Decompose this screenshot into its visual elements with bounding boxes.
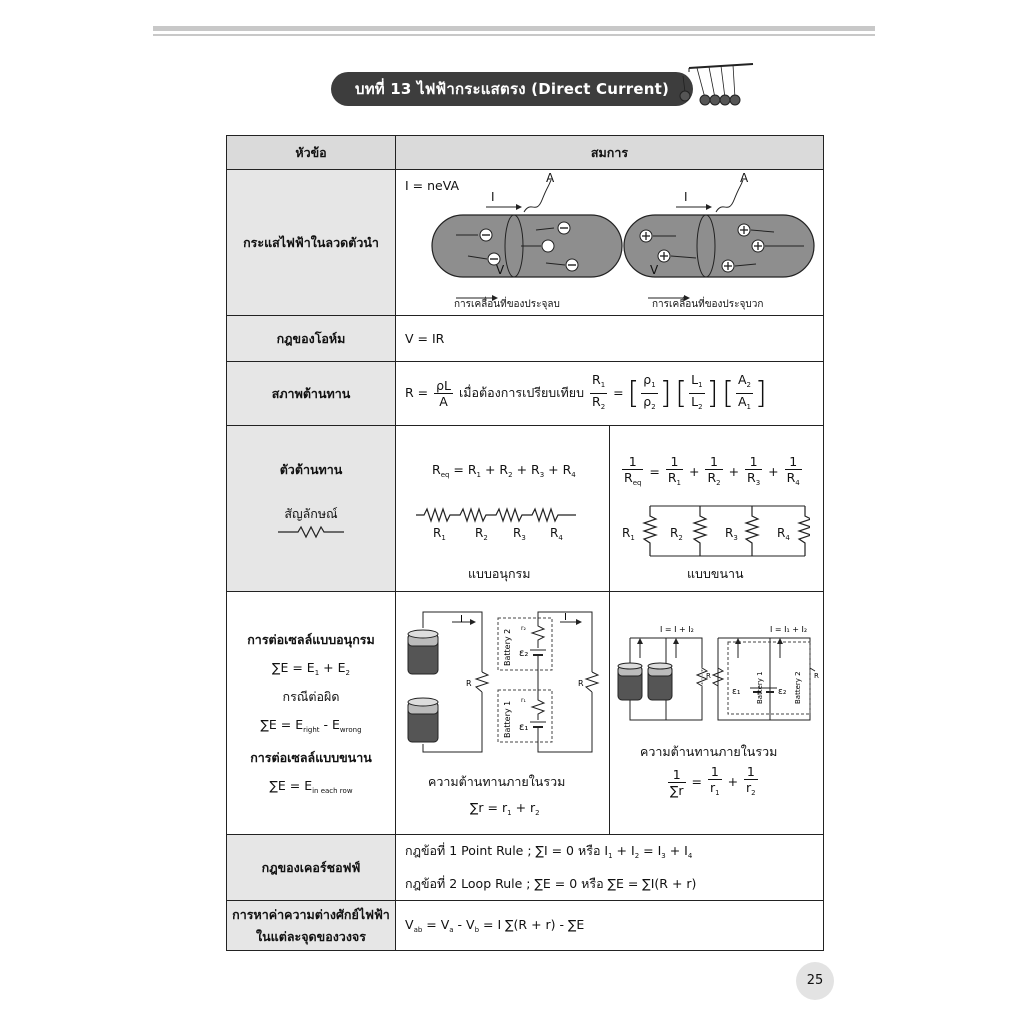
series-cells-cell: [396, 592, 610, 835]
cells-reverse-title: กรณีต่อผิด: [282, 689, 340, 704]
svg-text:r₂: r₂: [521, 625, 526, 632]
caption-positive: การเคลื่อนที่ของประจุบวก: [652, 299, 764, 310]
svg-text:r₁: r₁: [521, 697, 526, 704]
chapter-title: บทที่ 13 ไฟฟ้ากระแสตรง (Direct Current): [331, 72, 693, 106]
top-rule-thin: [153, 34, 875, 36]
top-rule: [153, 26, 875, 31]
topic-potential: [227, 901, 396, 951]
topic-resistors: [227, 426, 396, 592]
svg-text:ε₂: ε₂: [778, 687, 787, 697]
cells-parallel-title: การต่อเซลล์แบบขนาน: [250, 750, 372, 765]
topic-cells: [227, 592, 396, 835]
internal-parallel-formula: $\frac{1}{\sum r}$ = $\frac{1}{r_1}$ + $\frac{1}{r_2}$: [670, 764, 756, 798]
parallel-label-r4: $R_4$: [777, 526, 790, 542]
resistor-symbol-icon: [276, 524, 346, 540]
svg-text:R: R: [706, 672, 711, 680]
current-diagram-cell: [396, 170, 824, 316]
svg-text:ε₂: ε₂: [519, 648, 529, 659]
parallel-cells-cell: [610, 592, 824, 835]
symbol-label: สัญลักษณ์: [284, 506, 338, 521]
svg-text:ε₁: ε₁: [519, 722, 529, 733]
internal-series-formula: $\sum r = r_1 + r_2$: [470, 800, 540, 817]
parallel-caption: แบบขนาน: [687, 566, 744, 581]
topic-ohm: กฎของโอห์ม: [227, 316, 396, 362]
cells-reverse-sum: $\sum E = E_{right} - E_{wrong}$: [260, 717, 362, 734]
current-diagram: [396, 170, 823, 315]
parallel-label-r2: $R_2$: [670, 526, 683, 542]
series-resistors-cell: [396, 426, 610, 592]
series-resistors-diagram: [416, 504, 586, 526]
header-topic: หัวข้อ: [227, 136, 396, 170]
svg-text:I: I: [460, 614, 463, 625]
current-formula: I = neVA: [405, 178, 460, 193]
header-equation: สมการ: [396, 136, 824, 170]
internal-parallel-caption: ความต้านทานภายในรวม: [640, 744, 778, 759]
series-caption: แบบอนุกรม: [468, 566, 531, 581]
parallel-label-r1: $R_1$: [622, 526, 635, 542]
svg-text:Battery 2: Battery 2: [503, 628, 512, 666]
compare-text: เมื่อต้องการเปรียบเทียบ: [459, 385, 585, 400]
resistivity-prefix: R =: [405, 385, 429, 400]
kirchhoff-rule-1: กฎข้อที่ 1 Point Rule ; ∑I = 0 หรือ $I_1 + I_2 = I_3 + I_4$: [405, 843, 693, 860]
series-label-r4: $R_4$: [550, 526, 563, 542]
formula-table: [226, 135, 824, 951]
parallel-label-r3: $R_3$: [725, 526, 738, 542]
potential-topic-line2: ในแต่ละจุดของวงจร: [256, 928, 366, 944]
svg-text:Battery 2: Battery 2: [794, 671, 802, 704]
resistivity-fraction: $\frac{\rho L}{A}$: [436, 378, 452, 409]
svg-text:ε₁: ε₁: [732, 687, 741, 697]
ohm-cell: [396, 316, 824, 362]
series-label-r3: $R_3$: [513, 526, 526, 542]
topic-current: กระแสไฟฟ้าในลวดตัวนำ: [227, 170, 396, 316]
svg-text:I: I: [564, 612, 567, 623]
label-v-right: V: [650, 263, 659, 277]
cells-series-title: การต่อเซลล์แบบอนุกรม: [247, 632, 375, 647]
resistivity-cell: R = $\frac{\rho L}{A}$ เมื่อต้องการเปรียบเทียบ $\frac{R_1}{R_2}$ = [ $\frac{\rho_1}{\rho_2}$ ] [ $\frac{L_1}{L_2}$ ] [ $\frac{A_2}{A_1}$ ]: [396, 362, 824, 426]
label-a-right: A: [740, 171, 749, 185]
cells-series-sum: $\sum E = E_1 + E_2$: [272, 660, 350, 677]
series-label-r1: $R_1$: [433, 526, 446, 542]
ratio-area: $\frac{A_2}{A_1}$: [737, 372, 752, 411]
parallel-resistors-cell: [610, 426, 824, 592]
svg-text:Battery 1: Battery 1: [756, 671, 764, 704]
topic-kirchhoff: กฎของเคอร์ชอฟฟ์: [227, 835, 396, 901]
ratio-length: $\frac{L_1}{L_2}$: [691, 372, 703, 411]
label-i-left: I: [491, 190, 495, 204]
ohm-formula: V = IR: [405, 331, 445, 346]
series-formula: $R_{eq} = R_1 + R_2 + R_3 + R_4$: [432, 462, 576, 479]
caption-negative: การเคลื่อนที่ของประจุลบ: [454, 299, 560, 310]
potential-topic-line1: การหาค่าความต่างศักย์ไฟฟ้า: [232, 906, 390, 922]
topic-resistivity: สภาพต้านทาน: [227, 362, 396, 426]
series-label-r2: $R_2$: [475, 526, 488, 542]
svg-text:I = I + I₂: I = I + I₂: [660, 625, 694, 634]
svg-text:Battery 1: Battery 1: [503, 700, 512, 738]
parallel-cells-diagram: [610, 592, 824, 732]
ratio-r: $\frac{R_1}{R_2}$: [592, 372, 606, 411]
newtons-cradle-icon: [675, 62, 755, 112]
ratio-rho: $\frac{\rho_1}{\rho_2}$: [643, 372, 656, 411]
kirchhoff-rule-2: กฎข้อที่ 2 Loop Rule ; ∑E = 0 หรือ ∑E = ∑I(R + r): [405, 876, 697, 891]
label-i-right: I: [684, 190, 688, 204]
potential-cell: [396, 901, 824, 951]
svg-text:R: R: [578, 679, 584, 688]
cells-parallel-sum: $\sum E = E_{in each row}$: [269, 778, 353, 795]
svg-text:I = I₁ + I₂: I = I₁ + I₂: [770, 625, 808, 634]
potential-formula: $V_{ab} = V_a - V_b = I$ ∑(R + r) - ∑E: [405, 917, 585, 934]
label-v-left: V: [496, 263, 505, 277]
label-a-left: A: [546, 171, 555, 185]
series-cells-diagram: [396, 592, 610, 772]
svg-text:R: R: [814, 672, 819, 680]
svg-text:R: R: [466, 679, 472, 688]
resistors-title: ตัวต้านทาน: [279, 462, 343, 477]
internal-series-caption: ความต้านทานภายในรวม: [428, 774, 566, 789]
kirchhoff-cell: [396, 835, 824, 901]
parallel-formula: $\frac{1}{R_{eq}}$ = $\frac{1}{R_1}$ + $\frac{1}{R_2}$ + $\frac{1}{R_3}$ + $\frac{1}{R_4}$: [624, 454, 800, 487]
page-number: 25: [796, 962, 834, 1000]
